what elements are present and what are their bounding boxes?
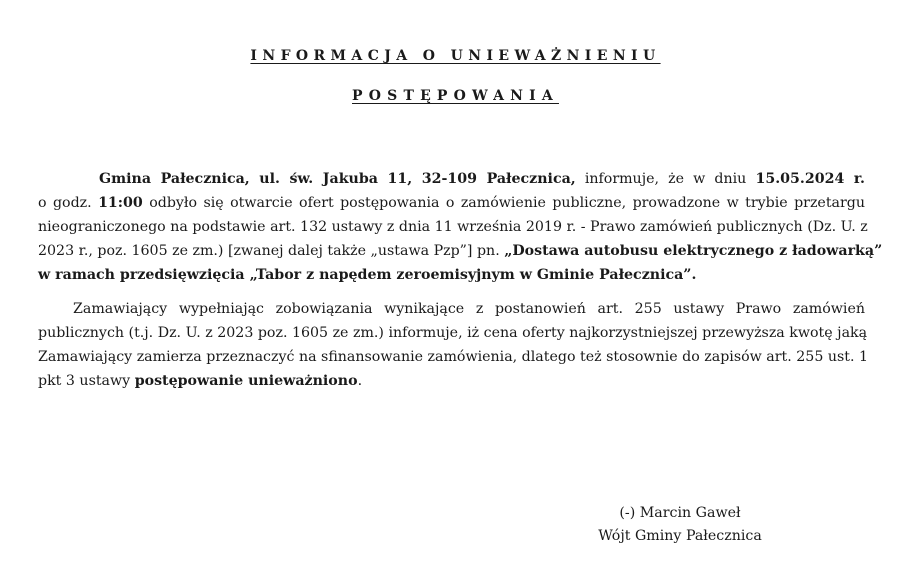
opening-time: 11:00 xyxy=(98,195,143,211)
paragraph1-line-1: Gmina Pałecznica, ul. św. Jakuba 11, 32-109 Pałecznica, informuje, że w dniu 15.05.2024 r. xyxy=(99,171,865,187)
announcement-paragraph xyxy=(38,167,883,287)
opening-date: 15.05.2024 r. xyxy=(755,171,865,187)
document-title-line-1: INFORMACJA O UNIEWAŻNIENIU xyxy=(250,48,661,64)
contracting-authority-address: Gmina Pałecznica, ul. św. Jakuba 11, 32-109 Pałecznica, xyxy=(99,171,576,187)
cancellation-paragraph xyxy=(38,297,869,393)
paragraph1-line-4: 2023 r., poz. 1605 ze zm.) [zwanej dalej także „ustawa Pzp”] pn. „Dostawa autobusu elektrycznego z ładowarką” xyxy=(38,243,883,259)
signature-name: (-) Marcin Gaweł xyxy=(619,505,741,521)
cancellation-statement: postępowanie unieważniono xyxy=(134,373,358,389)
paragraph2-line-2: publicznych (t.j. Dz. U. z 2023 poz. 1605 ze zm.) informuje, iż cena oferty najkorzystniejszej przewyższa kwotę jaką xyxy=(38,325,868,341)
signature-role: Wójt Gminy Pałecznica xyxy=(598,528,762,544)
document-title-line-2: POSTĘPOWANIA xyxy=(352,88,559,104)
paragraph2-line-1: Zamawiający wypełniając zobowiązania wynikające z postanowień art. 255 ustawy Prawo zamówień xyxy=(73,301,865,317)
paragraph2-line-3: Zamawiający zamierza przeznaczyć na sfinansowanie zamówienia, dlatego też stosownie do zapisów art. 255 ust. 1 xyxy=(38,349,869,365)
paragraph1-line-5 xyxy=(38,263,865,287)
procurement-name: „Dostawa autobusu elektrycznego z ładowarką” xyxy=(504,243,883,259)
paragraph1-line-3: nieograniczonego na podstawie art. 132 ustawy z dnia 11 września 2019 r. - Prawo zamówień publicznych (Dz. U. z xyxy=(38,219,868,235)
paragraph2-line-4: pkt 3 ustawy postępowanie unieważniono. xyxy=(38,373,363,389)
project-name: w ramach przedsięwzięcia „Tabor z napędem zeroemisyjnym w Gminie Pałecznica”. xyxy=(38,267,697,283)
paragraph1-line-2: o godz. 11:00 odbyło się otwarcie ofert postępowania o zamówienie publiczne, prowadzone w trybie przetargu xyxy=(38,195,865,211)
